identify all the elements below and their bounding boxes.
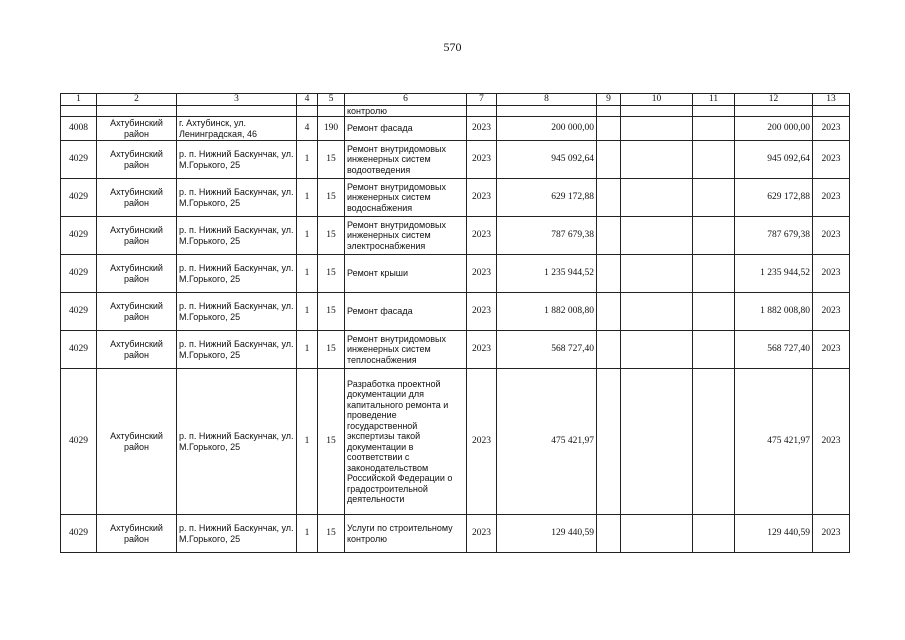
cell-total: 129 440,59 [735,515,813,553]
cell-col10 [621,369,693,515]
cell-total: 1 882 008,80 [735,293,813,331]
cell-district: Ахтубинский район [97,117,177,141]
cell-address: р. п. Нижний Баскунчак, ул. М.Горького, 25 [177,293,297,331]
cell-col11 [693,369,735,515]
cell-year: 2023 [467,217,497,255]
cell-address: р. п. Нижний Баскунчак, ул. М.Горького, 25 [177,141,297,179]
column-number: 9 [597,94,621,106]
cell-deadline: 2023 [813,331,850,369]
cell-col11 [693,515,735,553]
cell-id: 4029 [61,331,97,369]
cell-year: 2023 [467,369,497,515]
cell-area: 15 [318,255,345,293]
cell-area: 15 [318,179,345,217]
cell-area: 15 [318,293,345,331]
cell-work-type: Ремонт внутридомовых инженерных систем водоотведения [345,141,467,179]
cell-area: 15 [318,141,345,179]
cell-floors: 4 [297,117,318,141]
cell-work-type: Ремонт фасада [345,117,467,141]
cell-cost: 1 235 944,52 [497,255,597,293]
cell-col10 [621,117,693,141]
cell-area: 15 [318,331,345,369]
cell-col9 [597,117,621,141]
cell-col9 [597,293,621,331]
cell-total: 200 000,00 [735,117,813,141]
cell-area: 15 [318,217,345,255]
cell-work-type: Ремонт крыши [345,255,467,293]
cell-deadline: 2023 [813,217,850,255]
cell-cost: 200 000,00 [497,117,597,141]
table-row [61,255,850,293]
cell-floors: 1 [297,369,318,515]
cell-deadline: 2023 [813,369,850,515]
cell-work-type: Ремонт фасада [345,293,467,331]
cell-cost: 787 679,38 [497,217,597,255]
cell-area: 190 [318,117,345,141]
cell-year: 2023 [467,179,497,217]
cell-address: р. п. Нижний Баскунчак, ул. М.Горького, 25 [177,369,297,515]
cell-area: 15 [318,515,345,553]
cell-col9 [597,369,621,515]
cell-id: 4029 [61,141,97,179]
cell-col9 [597,331,621,369]
table-row [61,179,850,217]
cell-cost: 945 092,64 [497,141,597,179]
cell-col9 [597,515,621,553]
cell-district: Ахтубинский район [97,293,177,331]
cell-id: 4029 [61,369,97,515]
cell-total: 568 727,40 [735,331,813,369]
cell-district: Ахтубинский район [97,179,177,217]
table-row [61,293,850,331]
cell-district: Ахтубинский район [97,369,177,515]
table-row [61,117,850,141]
cell-total: 475 421,97 [735,369,813,515]
cell-id: 4008 [61,117,97,141]
cell-col10 [621,217,693,255]
cell-floors: 1 [297,293,318,331]
cell-col11 [693,179,735,217]
cell-cost: 129 440,59 [497,515,597,553]
cell-col10 [621,293,693,331]
cell-total: 945 092,64 [735,141,813,179]
cell-col9 [597,141,621,179]
cell-year: 2023 [467,255,497,293]
cell-deadline: 2023 [813,179,850,217]
column-number: 10 [621,94,693,106]
cell-address: р. п. Нижний Баскунчак, ул. М.Горького, 25 [177,255,297,293]
cell-year: 2023 [467,117,497,141]
cell-cost: 475 421,97 [497,369,597,515]
column-number: 6 [345,94,467,106]
cell-id: 4029 [61,515,97,553]
cell-year: 2023 [467,331,497,369]
cell-district: Ахтубинский район [97,255,177,293]
page-number: 570 [443,40,462,54]
column-number: 13 [813,94,850,106]
cell-address: р. п. Нижний Баскунчак, ул. М.Горького, 25 [177,179,297,217]
cell-floors: 1 [297,141,318,179]
cell-address: г. Ахтубинск, ул. Ленинградская, 46 [177,117,297,141]
cell-district: Ахтубинский район [97,217,177,255]
cell-deadline: 2023 [813,255,850,293]
cell-id: 4029 [61,255,97,293]
column-number-row [61,94,850,106]
column-number: 11 [693,94,735,106]
cell-address: р. п. Нижний Баскунчак, ул. М.Горького, 25 [177,331,297,369]
cell-cost: 629 172,88 [497,179,597,217]
cell-id: 4029 [61,217,97,255]
cell-col9 [597,255,621,293]
cell-work-type: Ремонт внутридомовых инженерных систем электроснабжения [345,217,467,255]
column-number: 2 [97,94,177,106]
cell-col11 [693,217,735,255]
cell-col11 [693,293,735,331]
cell-col11 [693,141,735,179]
works-table [60,93,850,553]
cell-district: Ахтубинский район [97,515,177,553]
cell-cost: 568 727,40 [497,331,597,369]
cell-col9 [597,217,621,255]
cell-total: 629 172,88 [735,179,813,217]
cell-deadline: 2023 [813,293,850,331]
cell-total: 1 235 944,52 [735,255,813,293]
column-number: 3 [177,94,297,106]
column-number: 8 [497,94,597,106]
cell-floors: 1 [297,331,318,369]
cell-floors: 1 [297,179,318,217]
cell-area: 15 [318,369,345,515]
cell-col10 [621,179,693,217]
cell-deadline: 2023 [813,141,850,179]
table-row [61,217,850,255]
cell-district: Ахтубинский район [97,331,177,369]
cell-work-type: Разработка проектной документации для капитального ремонта и проведение государственной экспертизы такой документации в соответствии с законодательством Российской Федерации о градостроительной деятельности [345,369,467,515]
cell-col9 [597,179,621,217]
cell-year: 2023 [467,293,497,331]
cell-id: 4029 [61,179,97,217]
cell-col10 [621,331,693,369]
table-row [61,141,850,179]
column-number: 1 [61,94,97,106]
cell-address: р. п. Нижний Баскунчак, ул. М.Горького, 25 [177,217,297,255]
cell-col10 [621,141,693,179]
cell-floors: 1 [297,515,318,553]
cell-cost: 1 882 008,80 [497,293,597,331]
cell-col11 [693,255,735,293]
table-row [61,331,850,369]
cell-year: 2023 [467,141,497,179]
cell-work-type: Ремонт внутридомовых инженерных систем теплоснабжения [345,331,467,369]
cell-district: Ахтубинский район [97,141,177,179]
table-row [61,369,850,515]
cell-floors: 1 [297,255,318,293]
cell-col11 [693,331,735,369]
column-number: 5 [318,94,345,106]
cell-work-type: Услуги по строительному контролю [345,515,467,553]
cell-col11 [693,117,735,141]
cell-col10 [621,255,693,293]
cell-deadline: 2023 [813,515,850,553]
cell-floors: 1 [297,217,318,255]
cell-year: 2023 [467,515,497,553]
continuation-row [61,105,850,117]
cell-total: 787 679,38 [735,217,813,255]
continuation-text: контролю [345,105,467,117]
cell-id: 4029 [61,293,97,331]
column-number: 12 [735,94,813,106]
cell-work-type: Ремонт внутридомовых инженерных систем водоснабжения [345,179,467,217]
table-row [61,515,850,553]
cell-col10 [621,515,693,553]
cell-deadline: 2023 [813,117,850,141]
column-number: 7 [467,94,497,106]
cell-address: р. п. Нижний Баскунчак, ул. М.Горького, 25 [177,515,297,553]
column-number: 4 [297,94,318,106]
